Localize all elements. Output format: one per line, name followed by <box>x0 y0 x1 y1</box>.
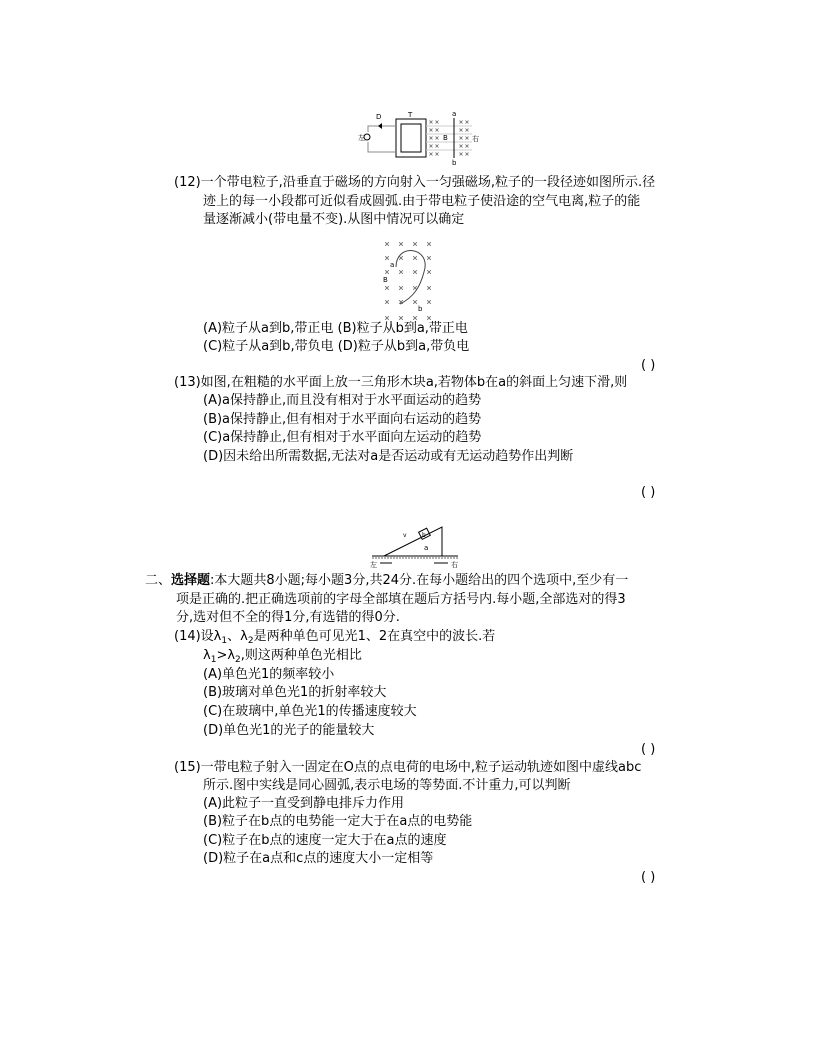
q14-stem-b: 、λ <box>227 629 248 644</box>
q13-option-c: (C)a保持静止,但有相对于水平面向左运动的趋势 <box>203 430 482 445</box>
field-cross-mark <box>460 121 463 124</box>
fig-label-t: T <box>408 111 413 119</box>
particle-trajectory-figure <box>382 240 444 322</box>
q12-line-2: 迹上的每一小段都可近似看成圆弧.由于带电粒子使沿途的空气电离,粒子的能 <box>203 194 641 209</box>
q12-answer-bracket: ( ) <box>641 358 656 373</box>
q14-option-d: (D)单色光1的光子的能量较大 <box>203 723 375 738</box>
q12-line-3: 量逐渐减小(带电量不变).从图中情况可以确定 <box>203 212 465 227</box>
cond-b: >λ <box>216 648 236 663</box>
fig-label-a: a <box>452 110 457 118</box>
field-cross-mark <box>385 300 389 304</box>
field-cross-mark <box>427 316 431 320</box>
field-cross-mark <box>427 256 431 260</box>
field-cross-mark <box>413 270 417 274</box>
field-cross-mark <box>436 145 439 148</box>
field-cross-mark <box>385 316 389 320</box>
field-cross-mark <box>385 286 389 290</box>
q12-options-cd: (C)粒子从a到b,带负电 (D)粒子从b到a,带负电 <box>203 339 470 354</box>
fig2-label-field: B <box>383 276 388 284</box>
field-cross-mark <box>436 129 439 132</box>
fig3-label-b: b <box>422 532 426 539</box>
q15-option-a: (A)此粒子一直受到静电排斥力作用 <box>203 796 405 811</box>
transformer-circuit-figure <box>358 110 478 166</box>
field-cross-mark <box>427 242 431 246</box>
field-cross-mark <box>427 300 431 304</box>
field-cross-mark <box>430 153 433 156</box>
field-cross-mark <box>466 153 469 156</box>
field-cross-mark <box>385 242 389 246</box>
field-cross-mark <box>430 121 433 124</box>
field-cross-mark <box>430 137 433 140</box>
fig2-label-a: a <box>390 261 395 269</box>
field-cross-mark <box>385 270 389 274</box>
q13-option-d: (D)因未给出所需数据,无法对a是否运动或有无运动趋势作出判断 <box>203 449 574 464</box>
field-cross-mark <box>460 145 463 148</box>
q14-answer-bracket: ( ) <box>641 742 656 757</box>
q14-stem <box>174 629 495 645</box>
section2-line-3: 分,选对但不全的得1分,有选错的得0分. <box>176 610 400 625</box>
magnetic-field-crosses <box>385 242 431 320</box>
q12-line-1: (12)一个带电粒子,沿垂直于磁场的方向射入一匀强磁场,粒子的一段径迹如图所示.径 <box>174 175 656 190</box>
q14-stem-a: (14)设λ <box>174 629 222 644</box>
q13-answer-bracket: ( ) <box>641 485 656 500</box>
field-cross-mark <box>399 256 403 260</box>
q13-stem: (13)如图,在粗糙的水平面上放一三角形木块a,若物体b在a的斜面上匀速下滑,则 <box>174 375 628 390</box>
field-cross-mark <box>436 121 439 124</box>
q14-condition <box>203 648 362 664</box>
field-cross-mark <box>466 137 469 140</box>
q14-option-c: (C)在玻璃中,单色光1的传播速度较大 <box>203 704 417 719</box>
q14-stem-c: 是两种单色可见光1、2在真空中的波长.若 <box>253 629 496 644</box>
fig3-label-left: 左 <box>370 561 377 569</box>
field-cross-mark <box>436 153 439 156</box>
section2-line-1 <box>145 573 628 589</box>
field-cross-mark <box>427 270 431 274</box>
field-cross-mark <box>460 129 463 132</box>
section-title: 选择题 <box>171 573 211 588</box>
q14-option-b: (B)玻璃对单色光1的折射率较大 <box>203 685 387 700</box>
cond-a: λ <box>203 648 211 663</box>
field-cross-mark <box>413 242 417 246</box>
fig-label-d: D <box>376 113 382 121</box>
section2-line-2: 项是正确的.把正确选项前的字母全部填在题后方括号内.每小题,全部选对的得3 <box>176 592 626 607</box>
field-cross-mark <box>399 242 403 246</box>
field-cross-mark <box>466 121 469 124</box>
q12-options-ab: (A)粒子从a到b,带正电 (B)粒子从b到a,带正电 <box>203 321 468 336</box>
cond-sub-1: 1 <box>210 655 217 665</box>
q15-line-2: 所示.图中实线是同心圆弧,表示电场的等势面.不计重力,可以判断 <box>203 778 571 793</box>
cond-sub-2: 2 <box>235 655 241 665</box>
field-cross-mark <box>436 137 439 140</box>
field-cross-mark <box>466 129 469 132</box>
field-cross-mark <box>399 270 403 274</box>
q13-option-a: (A)a保持静止,而且没有相对于水平面运动的趋势 <box>203 393 482 408</box>
fig3-label-a: a <box>424 544 429 552</box>
field-cross-mark <box>460 137 463 140</box>
sub-2: 2 <box>247 636 254 646</box>
field-cross-mark <box>399 316 403 320</box>
fig-label-right: 右 <box>472 135 479 143</box>
fig3-label-v: v <box>403 532 407 539</box>
cond-c: ,则这两种单色光相比 <box>240 648 362 663</box>
q15-option-c: (C)粒子在b点的速度一定大于在a点的速度 <box>203 833 447 848</box>
fig3-label-right: 右 <box>451 561 458 569</box>
q15-answer-bracket: ( ) <box>641 870 656 885</box>
fig-label-b: b <box>452 159 457 167</box>
field-cross-mark <box>427 286 431 290</box>
field-cross-mark <box>460 153 463 156</box>
section-number: 二、 <box>145 573 172 588</box>
field-cross-mark <box>466 145 469 148</box>
fig-label-left: 左 <box>358 134 365 142</box>
section2-intro: :本大题共8小题;每小题3分,共24分.在每小题给出的四个选项中,至少有一 <box>210 573 629 588</box>
field-cross-mark <box>413 256 417 260</box>
fig2-label-b: b <box>418 305 423 313</box>
q15-option-b: (B)粒子在b点的电势能一定大于在a点的电势能 <box>203 814 473 829</box>
field-cross-mark <box>413 316 417 320</box>
fig-label-field: B <box>443 134 448 142</box>
q15-option-d: (D)粒子在a点和c点的速度大小一定相等 <box>203 851 434 866</box>
q15-line-1: (15)一带电粒子射入一固定在O点的点电荷的电场中,粒子运动轨迹如图中虚线abc <box>174 760 642 775</box>
field-cross-mark <box>413 286 417 290</box>
field-cross-mark <box>385 256 389 260</box>
field-cross-mark <box>413 300 417 304</box>
field-cross-mark <box>430 129 433 132</box>
q13-option-b: (B)a保持静止,但有相对于水平面向右运动的趋势 <box>203 412 482 427</box>
incline-figure <box>370 522 460 568</box>
sub-1: 1 <box>221 636 228 646</box>
q14-option-a: (A)单色光1的频率较小 <box>203 667 335 682</box>
field-cross-mark <box>430 145 433 148</box>
field-cross-mark <box>399 286 403 290</box>
